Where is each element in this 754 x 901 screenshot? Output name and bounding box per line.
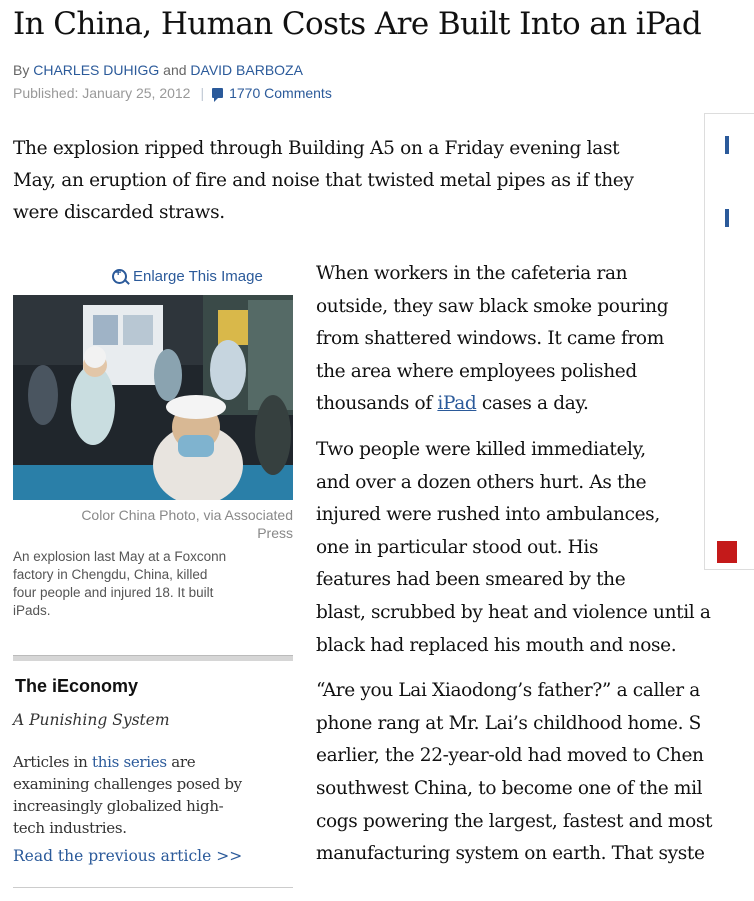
- body-text: thousands of: [316, 393, 438, 415]
- author-link-duhigg[interactable]: CHARLES DUHIGG: [33, 62, 160, 78]
- body-paragraph: [316, 434, 726, 662]
- body-line: “Are you Lai Xiaodong’s father?” a caller a: [316, 680, 700, 702]
- body-line: injured were rushed into ambulances,: [316, 504, 660, 526]
- series-desc-text: are: [166, 753, 196, 771]
- body-paragraph: [316, 258, 726, 421]
- lead-line: were discarded straws.: [13, 202, 225, 223]
- ad-fragment: [725, 136, 729, 154]
- body-line: and over a dozen others hurt. As the: [316, 471, 647, 493]
- lead-line: The explosion ripped through Building A5 on a Friday evening last: [13, 138, 620, 159]
- series-desc-line: increasingly globalized high-: [13, 797, 224, 815]
- caption-line: factory in Chengdu, China, killed: [13, 567, 208, 582]
- body-line: Two people were killed immediately,: [316, 438, 646, 460]
- body-line: southwest China, to become one of the mil: [316, 777, 703, 799]
- body-paragraph: [316, 675, 726, 871]
- comments-link[interactable]: [212, 85, 332, 101]
- body-line: manufacturing system on earth. That syste: [316, 843, 705, 865]
- series-desc-line: tech industries.: [13, 819, 127, 837]
- series-subtitle: A Punishing System: [13, 711, 170, 729]
- byline-and: and: [163, 62, 187, 78]
- lead-line: May, an eruption of fire and noise that twisted metal pipes as if they: [13, 170, 634, 191]
- published-date: Published: January 25, 2012: [13, 85, 191, 101]
- zoom-in-icon: [112, 269, 127, 284]
- ipad-link[interactable]: iPad: [437, 393, 477, 415]
- read-previous-link[interactable]: Read the previous article >>: [13, 847, 243, 865]
- series-desc-line: examining challenges posed by: [13, 775, 242, 793]
- caption-line: four people and injured 18. It built: [13, 585, 214, 600]
- published-row: [13, 85, 332, 101]
- article-headline: In China, Human Costs Are Built Into an iPad: [13, 6, 702, 42]
- photo-credit: [13, 506, 293, 542]
- credit-line: Press: [257, 525, 293, 541]
- byline: [13, 62, 303, 78]
- series-description: [13, 751, 293, 839]
- body-line: cogs powering the largest, fastest and most: [316, 810, 713, 832]
- promo-bottom-rule: [13, 887, 293, 888]
- ad-fragment: [725, 209, 729, 227]
- author-link-barboza[interactable]: DAVID BARBOZA: [190, 62, 303, 78]
- enlarge-image-link[interactable]: [112, 268, 263, 285]
- comments-count: 1770 Comments: [229, 85, 332, 101]
- meta-separator: |: [200, 85, 205, 101]
- body-line: the area where employees polished: [316, 360, 637, 382]
- comment-icon: [212, 88, 223, 98]
- body-text: cases a day.: [476, 393, 589, 415]
- promo-divider: [13, 655, 293, 661]
- photo-illustration: [13, 295, 293, 500]
- body-line: phone rang at Mr. Lai’s childhood home. S: [316, 712, 701, 734]
- series-desc-text: Articles in: [13, 753, 92, 771]
- caption-line: An explosion last May at a Foxconn: [13, 549, 227, 564]
- lead-paragraph: [13, 133, 693, 229]
- body-line: one in particular stood out. His: [316, 536, 599, 558]
- caption-line: iPads.: [13, 603, 51, 618]
- body-line: blast, scrubbed by heat and violence until a: [316, 601, 711, 623]
- body-line: from shattered windows. It came from: [316, 328, 664, 350]
- series-link[interactable]: this series: [92, 753, 167, 771]
- series-desc-line: [13, 751, 293, 773]
- photo-caption: [13, 548, 298, 620]
- body-line: earlier, the 22-year-old had moved to Chen: [316, 745, 704, 767]
- article-body: [316, 258, 726, 901]
- credit-line: Color China Photo, via Associated: [81, 507, 293, 523]
- byline-prefix: By: [13, 62, 30, 78]
- body-line: features had been smeared by the: [316, 569, 626, 591]
- body-line: outside, they saw black smoke pouring: [316, 295, 669, 317]
- body-line: When workers in the cafeteria ran: [316, 263, 628, 284]
- article-photo[interactable]: [13, 295, 293, 500]
- series-title[interactable]: The iEconomy: [15, 676, 139, 696]
- enlarge-label: Enlarge This Image: [133, 268, 263, 285]
- body-line: [316, 388, 726, 421]
- body-line: black had replaced his mouth and nose.: [316, 634, 677, 656]
